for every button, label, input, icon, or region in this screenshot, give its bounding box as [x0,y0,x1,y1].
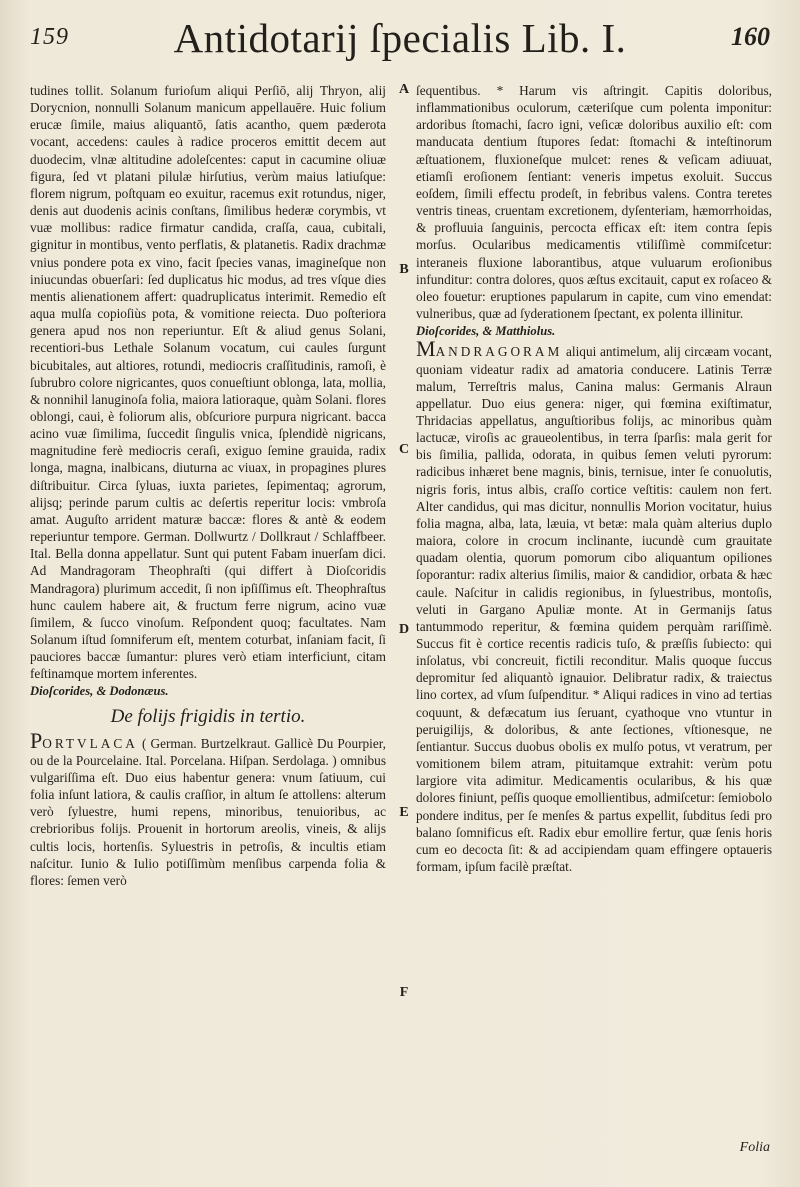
catchword: Folia [739,1140,770,1155]
initial-letter-2: M [416,336,436,362]
paragraph-mandragora [416,336,773,875]
left-column [30,82,386,889]
margin-letter-d: D [398,622,410,637]
page-header [30,14,770,70]
margin-letter-e: E [399,805,409,820]
margin-letter-c: C [398,442,410,457]
lemma-word: ORTVLACA [42,735,138,751]
lemma-word-2: ANDRAGORAM [435,344,563,360]
margin-letter-f: F [399,985,409,1000]
source-citation: Dioſcorides, & Dodonæus. [30,684,169,699]
page-number-right: 160 [731,22,770,51]
paragraph-solanum: tudines tollit. Solanum furioſum aliqui Perſiō, alij Thryon, alij Dorycnion, nonnulli Solanum manicum appellauēre. Huic folium erucæ ſimile, maius aliquantō, ſatis acantho, quem pæderota vocant, accedens: caules à radice proceros emittit decem aut duodecim, vlnæ altitudine adoleſcentes: caput in cacumine oliuæ figura, ſed vt platani pilulæ hirſutius, verùm maius latiuſque: florem nigrum, poſtquam eo exuitur, racemus exit rotundus, niger, denis aut duodenis acinis conſtans, ſimilibus hederæ corymbis, vt vuæ mollibus: radice firmatur candida, craſſa, caua, cubitali, gignitur in montibus, vento perflatis, & platanetis. Radix drachmæ vnius pondere pota ex vino, facit ſpecies vanas, imagineſque non iniucundas obuerſari: ſed duplicatus hic modus, ad tres vſque dies mentis alienationem affert: quadruplicatus interimit. Remedio eſt aqua mulſa copioſiùs pota, & vomitione reiecta. Duo poſteriora genera apud nos non reperiuntur. Eſt & aliud genus Solani, recentiori-bus Lethale Solanum vocatum, cui caules ſurgunt bicubitales, aut altiores, rotundi, mediocris craſſitudinis, ramoſi, è ſubrubro colore nigricantes, quos conueſtiunt oblonga, lata, mollia, & nonnihil lanuginoſa folia, maiora latioraque, quàm Solani. flores oblongi, caui, è foliorum alis, obſcuriore purpura nigricant. bacca acino vuæ ſimilima, ſuccedit ſingulis vnica, ſplendidè nigricans, magnitudine ferè mediocris ceraſi, exiguo ſemine grauida, radix longa, magna, inalbicans, diuturna ac viuax, in propagines plures diſtribuitur. Circa ſyluas, iuxta parietes, ſepimentaq; agrorum, alijsq; perinde parum cultis ac deſertis reperitur locis: vmbroſa amat. Auguſto arrident maturæ baccæ: flores & antè & eodem reperiuntur tempore. German. Dollwurtz / Dollkraut / Schlaffbeer. Ital. Bella donna appellatur. Sunt qui putent Fabam inuerſam dici. Ad Mandragoram Theophraſti (qui differt à Dioſcoridis Mandragora) plurimum accedit, ſi non ipſiſſimus eſt. Theophraſtus hunc caulem habere ait, & fructum ferre nigrum, acino vuæ ſimilem, & ſucco vinoſum. Reſpondent quoq; facultates. Nam Solanum iſtud ſomniferum eſt, mentem coturbat, inſaniam facit, ſi pauciores baccæ ſumantur: plures verò etiam interficiunt, citam feſtinamque mortem inferentes. [30,83,386,682]
right-column [416,82,772,875]
paragraph-body-2: aliqui antimelum, alij circæam vocant, quoniam videatur radix ad amatoria conducere. Latinis Terræ malum, Terreſtris malus, Canina malus: Germanis Alraun appellatur. Duo eius genera: niger, qui fœmina exiſtimatur, Thridacias appellatus, anguſtioribus folijs, ac minoribus quàm lactucæ, viroſis ac graueolentibus, in terra ſparſis: mala gerit for bis ſimilia, pallida, odorata, in quibus ſemen veluti pyrorum: radicibus inhæret bene magnis, binis, ternisue, inter ſe conuolutis, nigris foris, intus albis, craſſo cortice veſtitis: caulem non fert. Alter candidus, qui mas dicitur, nonnullis Morion vocitatur, huius folia magna, alba, lata, læuia, vt betæ: mala quàm alterius duplo maiora, colore in crocum inclinante, iucundè cum grauitate quadam olentia, quorum pomorum cibo aliquantum opiliones ſoporantur: radix alterius ſimilis, maior & candidior, orbata & hæc caule. Naſcitur in calidis regionibus, in ſyluestribus, montoſis, veluti in Gargano Apuliæ monte. At in Germanijs ſatus tantummodo reperitur, & fœmina quidem perquàm rariſſimè. Succus fit è cortice recentis radicis tuſo, & præſſis ſubiecto: qui inſolatus, vbi concreuit, fictili reconditur. Malis quoque ſuccus depromitur ſed aliquantò ignauior. Delibratur radix, & traiectus lino cortex, ad vſum ſuſpenditur. * Aliqui radices in vino ad tertias coquunt, & defæcatum ius ſeruant, cyathoque vno vtuntur in peruigilijs, & doloribus, & ante ſectiones, vſtionesque, ne ſentiantur. Succus duobus obolis ex mulſo potus, vt veratrum, per vomitionem bilem atram, pituitamque extrahit: verùm potu largiore vita adimitur. Medicamentis ocularibus, & his quæ dolores finiunt, peſſis quoque emollientibus, admiſcetur: ſemiobolo pondere inditus, per ſe menſes & partus expellit, ſubditus ſedi pro balano ſomnificus eſt. Radix ebur emollire fertur, quæ ſenis horis cum eo decocta ſit: & ad accipiendam quam effingere optaueris formam, ipſum facilè præſtat. [416,344,773,875]
margin-letter-b: B [399,262,409,277]
source-citation-2: Dioſcorides, & Matthiolus. [416,324,556,339]
page-number-left: 159 [30,24,69,50]
paragraph-portulaca-cont: ſequentibus. * Harum vis aſtringit. Capitis doloribus, inflammationibus oculorum, cæteriſque cum polenta imponitur: ardoribus ſtomachi, ſacro igni, veſicæ doloribus auxilio eſt: com manducata dentium ſtupores ſedat: ſtomachi & inteſtinorum æſtuationem, fluxioneſque mulcet: renes & veſicam adiuuat, etiamſi eroſionem ſentiant: veneris impetus exoluit. Succus eoſdem, ſimili effectu prodeſt, in febribus valens. Contra teretes ventris tineas, cruentam excretionem, dyſenteriam, hæmorrhoidas, & profluuia ſanguinis, percocta efficax eſt: item contra ſepis morſus. Ocularibus medicamentis vtiliſſimè commiſcetur: interaneis fluxione laborantibus, atque vuluarum eroſionibus infunditur: contra dolores, quos æſtus excitauit, caput ex roſaceo & oleo fouetur: eruptiones papularum in capite, cum vino emendat: vulneribus, quæ ad ſyderationem ſpectant, ex polenta illinitur. [416,83,772,322]
paragraph-body: ( German. Burtzelkraut. Gallicè Du Pourpier, ou de la Pourcelaine. Ital. Porcelana. Hiſpan. Serdolaga. ) omnibus vulgariſſima eſt. Duo eius habentur genera: vnum ſatiuum, cui folia inſunt latiora, & caulis craſſior, in altum ſe attollens: alterum verò ſyluestre, humi repens, minoribus, tenuioribus, ac crebrioribus folijs. Prouenit in hortorum areolis, vineis, & alijs cultis locis, hortenſis. Syluestris in petroſis, & incultis etiam naſcitur. Iunio & Iulio potiſſimùm menſibus carpenda folia & flores: ſemen verò [30,735,386,888]
initial-letter: P [30,727,43,753]
paragraph-portulaca [30,727,386,889]
running-title: Antidotarij ſpecialis Lib. I. [173,15,627,61]
section-title: De folijs frigidis in tertio. [110,705,306,727]
margin-letter-a: A [398,82,410,97]
